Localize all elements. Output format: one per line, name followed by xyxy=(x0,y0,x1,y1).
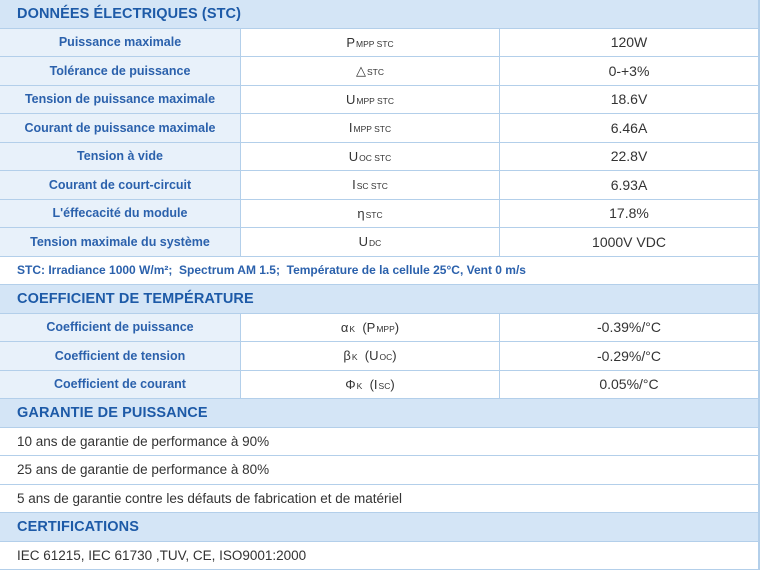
spec-value: 120W xyxy=(610,34,648,51)
symbol-inner: P xyxy=(366,319,376,335)
spec-row xyxy=(0,57,758,86)
spec-label: Coefficient de tension xyxy=(0,342,241,370)
section-header-certifications: CERTIFICATIONS xyxy=(0,513,758,542)
symbol-main: I xyxy=(348,120,353,136)
symbol-text xyxy=(346,35,393,50)
spec-symbol xyxy=(241,342,500,370)
spec-value: 0.05%/°C xyxy=(599,376,659,393)
spec-label: Tension de puissance maximale xyxy=(0,86,241,114)
symbol-subscript: SC STC xyxy=(356,181,388,192)
spec-value: 6.93A xyxy=(610,176,648,193)
section-header-warranty: GARANTIE DE PUISSANCE xyxy=(0,399,758,428)
symbol-main: U xyxy=(348,148,359,164)
symbol-subscript: OC STC xyxy=(359,152,392,163)
spec-row xyxy=(0,314,758,343)
symbol-subscript: STC xyxy=(367,66,384,77)
spec-label: Coefficient de puissance xyxy=(0,314,241,342)
stc-conditions-note: STC: Irradiance 1000 W/m²; Spectrum AM 1.5; Température de la cellule 25°C, Vent 0 m/s xyxy=(0,257,758,286)
symbol-main: P xyxy=(346,34,356,50)
section-header-electrical: DONNÉES ÉLECTRIQUES (STC) xyxy=(0,0,758,29)
symbol-text xyxy=(341,320,399,335)
spec-symbol xyxy=(241,114,500,142)
spec-value: 0-+3% xyxy=(608,62,650,79)
symbol-text xyxy=(343,348,396,363)
spec-value: 17.8% xyxy=(609,205,649,222)
spec-symbol xyxy=(241,228,500,256)
spec-value: 22.8V xyxy=(610,148,648,165)
spec-label: Tolérance de puissance xyxy=(0,57,241,85)
symbol-main: U xyxy=(358,234,369,250)
symbol-main: α xyxy=(340,319,349,335)
symbol-text xyxy=(349,149,392,164)
symbol-subscript: MPP STC xyxy=(353,124,392,135)
spec-symbol xyxy=(241,200,500,228)
symbol-text xyxy=(359,234,382,249)
symbol-inner-subscript: MPP xyxy=(376,323,395,334)
spec-symbol xyxy=(241,371,500,399)
spec-row xyxy=(0,29,758,58)
symbol-text xyxy=(345,377,394,392)
spec-row xyxy=(0,228,758,257)
symbol-paren-close: ) xyxy=(390,376,395,392)
symbol-subscript: DC xyxy=(369,238,382,249)
symbol-text xyxy=(346,92,394,107)
warranty-item: 5 ans de garantie contre les défauts de fabrication et de matériel xyxy=(0,485,758,514)
symbol-inner-subscript: OC xyxy=(379,352,393,363)
symbol-paren-open: ( xyxy=(355,319,367,335)
spec-value: -0.29%/°C xyxy=(597,347,661,364)
spec-value: 6.46A xyxy=(610,119,648,136)
spec-value: 1000V VDC xyxy=(592,233,666,250)
symbol-text xyxy=(356,63,384,79)
symbol-main: U xyxy=(345,91,356,107)
spec-label: Courant de court-circuit xyxy=(0,171,241,199)
spec-row xyxy=(0,143,758,172)
symbol-main: β xyxy=(343,348,351,364)
symbol-inner: U xyxy=(369,348,379,364)
spec-label: Coefficient de courant xyxy=(0,371,241,399)
spec-label: Courant de puissance maximale xyxy=(0,114,241,142)
symbol-text xyxy=(349,120,391,135)
symbol-text xyxy=(352,177,388,192)
spec-row xyxy=(0,200,758,229)
spec-row xyxy=(0,371,758,400)
symbol-main: η xyxy=(357,205,365,221)
symbol-subscript: MPP STC xyxy=(356,95,395,106)
spec-row xyxy=(0,86,758,115)
spec-symbol xyxy=(241,86,500,114)
symbol-paren-open: ( xyxy=(357,348,370,364)
symbol-paren-open: ( xyxy=(362,376,374,392)
warranty-item: 25 ans de garantie de performance à 80% xyxy=(0,456,758,485)
symbol-subscript: K xyxy=(351,352,358,363)
symbol-subscript: STC xyxy=(365,209,383,220)
spec-label: Tension maximale du système xyxy=(0,228,241,256)
symbol-main: △ xyxy=(356,62,366,78)
symbol-main: I xyxy=(352,177,356,193)
symbol-inner: I xyxy=(373,376,378,392)
symbol-main: Φ xyxy=(345,376,356,392)
spec-value: 18.6V xyxy=(610,91,648,108)
symbol-paren-close: ) xyxy=(394,319,400,335)
spec-label: L'éffecacité du module xyxy=(0,200,241,228)
spec-row xyxy=(0,342,758,371)
symbol-paren-close: ) xyxy=(392,348,397,364)
symbol-text xyxy=(357,206,382,221)
symbol-subscript: K xyxy=(349,323,356,334)
spec-row xyxy=(0,171,758,200)
symbol-subscript: MPP STC xyxy=(356,38,394,49)
spec-symbol xyxy=(241,314,500,342)
symbol-subscript: K xyxy=(356,380,363,391)
spec-symbol xyxy=(241,29,500,57)
spec-symbol xyxy=(241,57,500,85)
spec-label: Tension à vide xyxy=(0,143,241,171)
spec-symbol xyxy=(241,171,500,199)
certifications-list: IEC 61215, IEC 61730 ,TUV, CE, ISO9001:2000 xyxy=(0,542,758,570)
spec-row xyxy=(0,114,758,143)
symbol-inner-subscript: SC xyxy=(378,380,391,391)
spec-symbol xyxy=(241,143,500,171)
spec-value: -0.39%/°C xyxy=(597,319,661,336)
spec-label: Puissance maximale xyxy=(0,29,241,57)
warranty-item: 10 ans de garantie de performance à 90% xyxy=(0,428,758,457)
section-header-temperature: COEFFICIENT DE TEMPÉRATURE xyxy=(0,285,758,314)
